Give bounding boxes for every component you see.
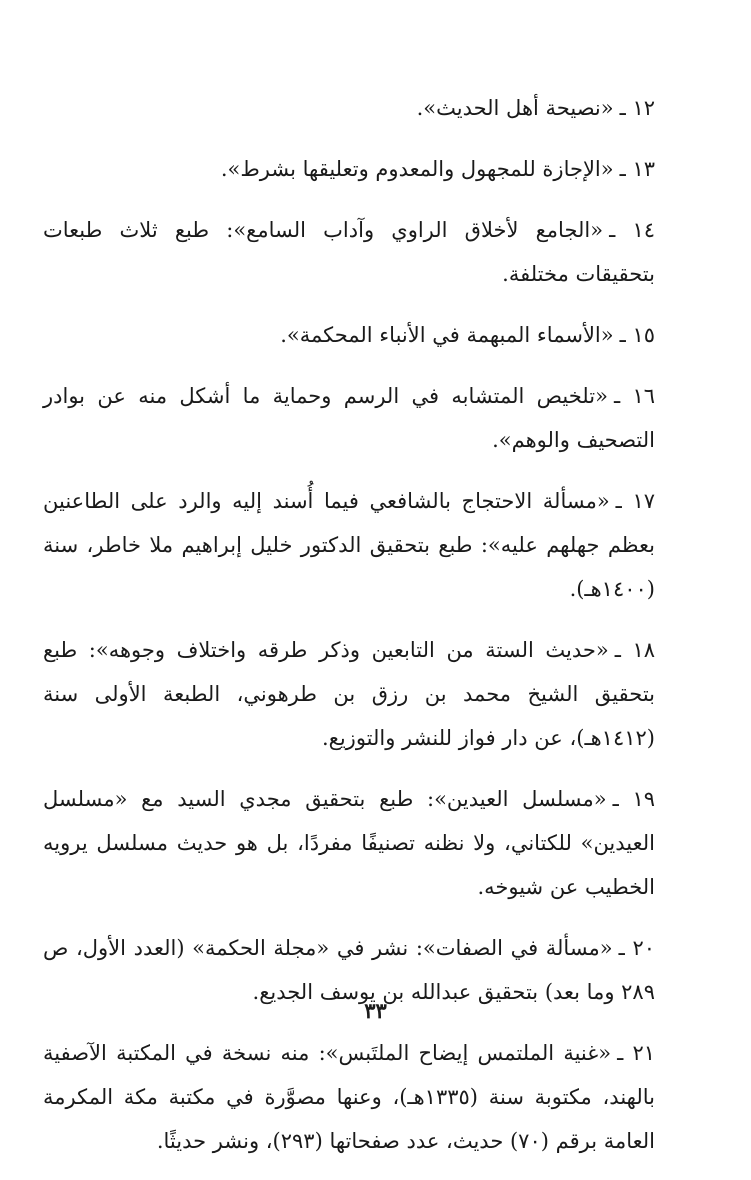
item-number: ١٤ ـ (609, 218, 656, 242)
item-number: ١٥ ـ (619, 323, 655, 347)
item-text: «تلخيص المتشابه في الرسم وحماية ما أشكل منه عن بوادر التصحيف والوهم». (43, 384, 655, 452)
item-number: ١٩ ـ (612, 787, 656, 811)
list-item (43, 86, 655, 130)
item-number: ١٣ ـ (619, 157, 655, 181)
item-number: ٢٠ ـ (618, 936, 655, 960)
list-item (43, 208, 655, 296)
item-text: «مسلسل العيدين»: طبع بتحقيق مجدي السيد مع «مسلسل العيدين» للكتاني، ولا نظنه تصنيفًا مفردًا، بل هو حديث مسلسل يرويه الخطيب عن شيوخه. (43, 787, 655, 899)
list-item (43, 313, 655, 357)
list-item (43, 479, 655, 611)
item-text: «مسألة في الصفات»: نشر في «مجلة الحكمة» (العدد الأول، ص ٢٨٩ وما بعد) بتحقيق عبدالله بن يوسف الجديع. (43, 936, 655, 1004)
item-text: «الأسماء المبهمة في الأنباء المحكمة». (280, 323, 614, 347)
item-number: ٢١ ـ (617, 1041, 655, 1065)
item-number: ١٦ ـ (613, 384, 655, 408)
item-number: ١٨ ـ (614, 638, 655, 662)
item-number: ١٢ ـ (619, 96, 655, 120)
list-item (43, 374, 655, 462)
item-number: ١٧ ـ (615, 489, 655, 513)
item-text: «حديث الستة من التابعين وذكر طرقه واختلاف وجوهه»: طبع بتحقيق الشيخ محمد بن رزق بن طرهوني، الطبعة الأولى سنة (١٤١٢هـ)، عن دار فواز للنشر والتوزيع. (43, 638, 655, 750)
item-text: «نصيحة أهل الحديث». (416, 96, 614, 120)
item-text: «الإجازة للمجهول والمعدوم وتعليقها بشرط». (220, 157, 614, 181)
item-text: «غنية الملتمس إيضاح الملتَبس»: منه نسخة في المكتبة الآصفية بالهند، مكتوبة سنة (١٣٣٥هـ)، وعنها مصوَّرة في مكتبة مكة المكرمة العامة برقم (٧٠) حديث، عدد صفحاتها (٢٩٣)، ونشر حديثًا. (43, 1041, 655, 1153)
list-item (43, 628, 655, 760)
page-number: ٣٣ (364, 998, 387, 1023)
list-item (43, 1031, 655, 1163)
list-item (43, 147, 655, 191)
item-text: «مسألة الاحتجاج بالشافعي فيما أُسند إليه والرد على الطاعنين بعظم جهلهم عليه»: طبع بتحقيق الدكتور خليل إبراهيم ملا خاطر، سنة (١٤٠٠هـ). (43, 489, 655, 601)
list-item (43, 777, 655, 909)
item-text: «الجامع لأخلاق الراوي وآداب السامع»: طبع ثلاث طبعات بتحقيقات مختلفة. (43, 218, 655, 286)
